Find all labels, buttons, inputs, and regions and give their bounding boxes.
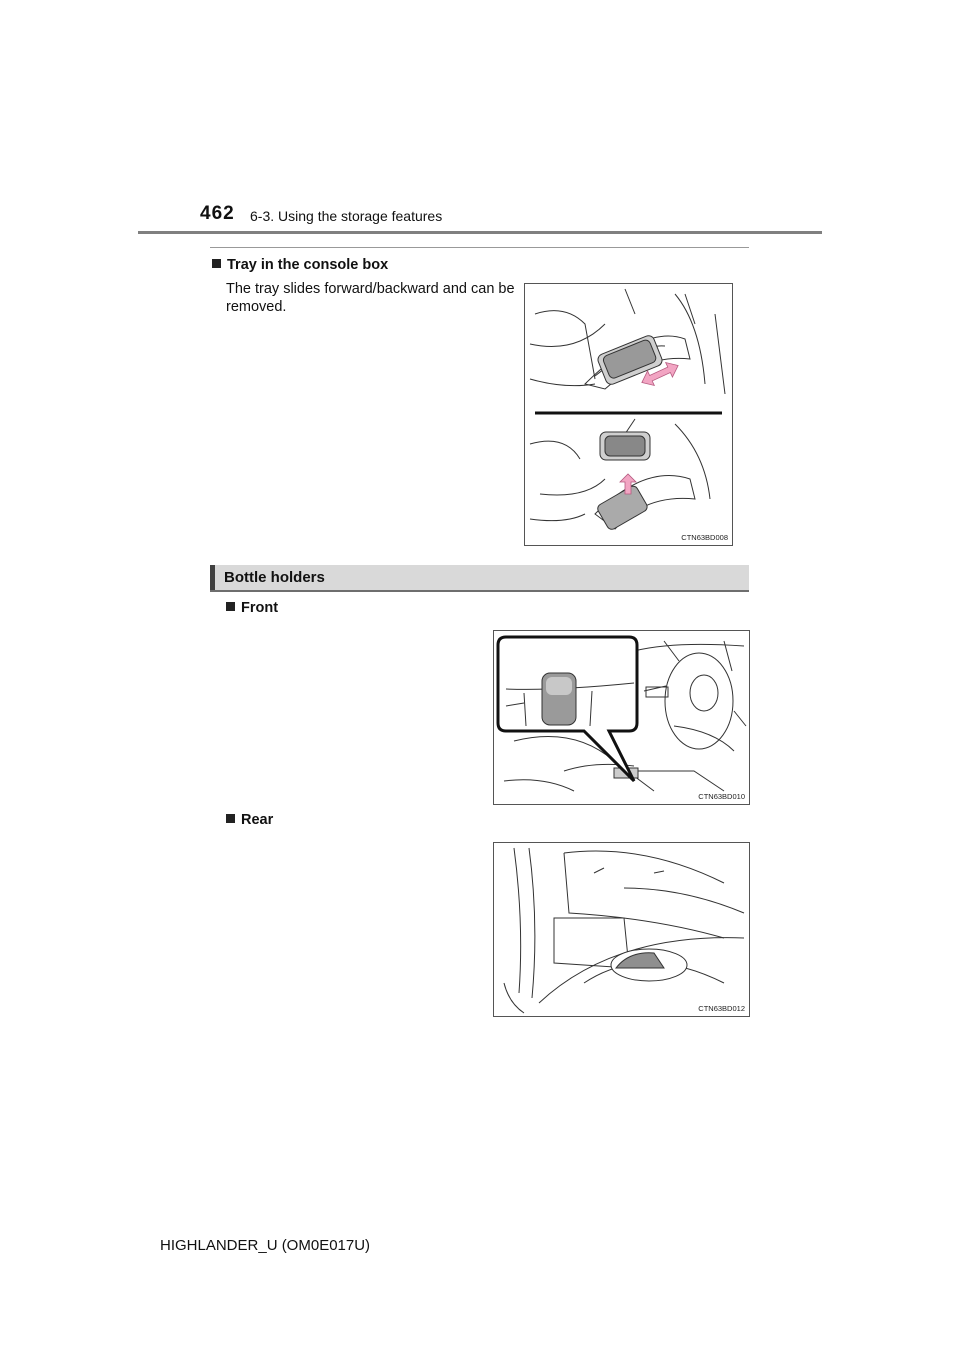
footer-model: HIGHLANDER_U (OM0E017U) xyxy=(160,1237,371,1254)
tray-heading-text: Tray in the console box xyxy=(227,257,389,273)
tray-figure xyxy=(524,283,733,546)
rear-figure-code: CTN63BD012 xyxy=(698,1004,745,1013)
front-heading xyxy=(226,600,278,616)
front-figure xyxy=(493,630,750,805)
content-top-rule xyxy=(210,247,749,248)
rear-heading-text: Rear xyxy=(241,812,274,828)
tray-illustration xyxy=(525,284,732,545)
tray-description: The tray slides forward/backward and can be removed. xyxy=(226,281,515,315)
tray-heading xyxy=(212,257,388,273)
square-bullet-icon xyxy=(212,259,221,268)
bottle-holders-title: Bottle holders xyxy=(224,569,325,586)
front-figure-code: CTN63BD010 xyxy=(698,792,745,801)
header-rule xyxy=(138,231,822,234)
band-marker xyxy=(210,565,215,590)
bottle-holders-band xyxy=(210,565,749,592)
rear-heading xyxy=(226,812,273,828)
rear-illustration xyxy=(494,843,749,1016)
tray-figure-code: CTN63BD008 xyxy=(681,533,728,542)
page-number: 462 xyxy=(200,203,235,224)
front-heading-text: Front xyxy=(241,600,279,616)
square-bullet-icon xyxy=(226,814,235,823)
section-title: 6-3. Using the storage features xyxy=(250,208,443,224)
square-bullet-icon xyxy=(226,602,235,611)
rear-figure xyxy=(493,842,750,1017)
front-illustration xyxy=(494,631,749,804)
